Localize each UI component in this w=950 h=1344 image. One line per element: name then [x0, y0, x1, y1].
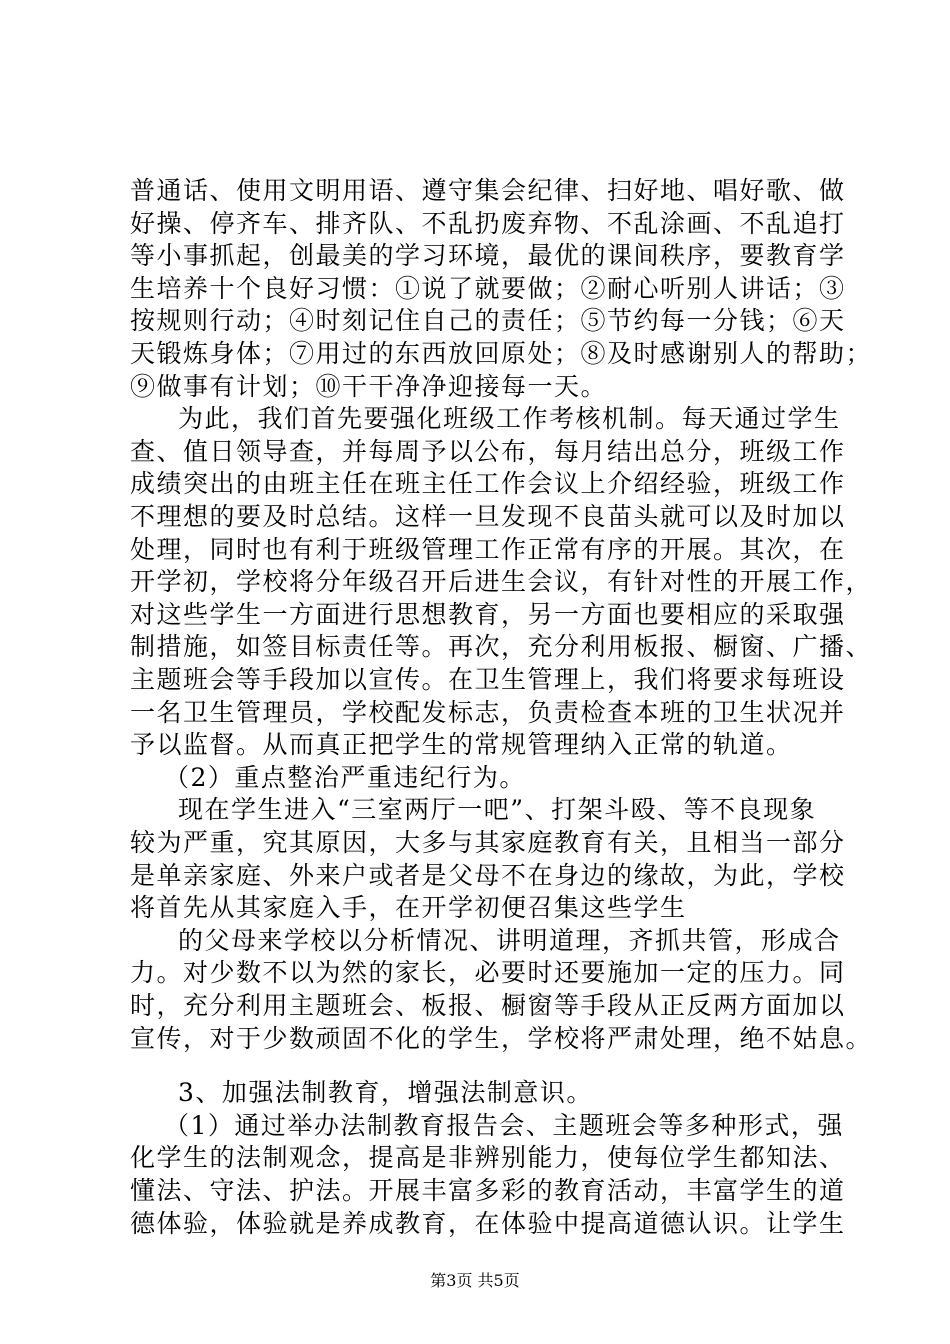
text-line: 较为严重，究其原因，大多与其家庭教育有关，且相当一部分 [130, 828, 846, 857]
text-line: 制措施，如签目标责任等。再次，充分利用板报、橱窗、广播、 [130, 632, 873, 661]
text-line: 成绩突出的由班主任在班主任工作会议上介绍经验，班级工作 [130, 469, 846, 498]
text-line: 是单亲家庭、外来户或者是父母不在身边的缘故，为此，学校 [130, 861, 846, 890]
text-line: 生培养十个良好习惯：①说了就要做；②耐心听别人讲话；③ [130, 274, 846, 303]
text-line: 不理想的要及时总结。这样一旦发现不良苗头就可以及时加以 [130, 502, 846, 531]
text-line: 时，充分利用主题班会、板报、橱窗等手段从正反两方面加以 [130, 991, 846, 1020]
text-line: （1）通过举办法制教育报告会、主题班会等多种形式，强 [164, 1111, 844, 1140]
text-line: 德体验，体验就是养成教育，在体验中提高道德认识。让学生 [130, 1209, 846, 1238]
text-line: 力。对少数不以为然的家长，必要时还要施加一定的压力。同 [130, 958, 846, 987]
text-line: 的父母来学校以分析情况、讲明道理，齐抓共管，形成合 [178, 926, 841, 955]
page-footer: 第3页 共5页 [430, 1271, 520, 1290]
text-line: 普通话、使用文明用语、遵守集会纪律、扫好地、唱好歌、做 [130, 176, 846, 205]
text-line: 对这些学生一方面进行思想教育，另一方面也要相应的采取强 [130, 600, 846, 629]
section-heading: （2）重点整治严重违纪行为。 [164, 763, 526, 792]
text-line: 化学生的法制观念，提高是非辨别能力，使每位学生都知法、 [130, 1143, 846, 1172]
text-line: 一名卫生管理员，学校配发标志，负责检查本班的卫生状况并 [130, 698, 846, 727]
text-line: 予以监督。从而真正把学生的常规管理纳入正常的轨道。 [130, 730, 793, 759]
text-line: 等小事抓起，创最美的学习环境，最优的课间秩序，要教育学 [130, 241, 846, 270]
text-line: 处理，同时也有利于班级管理工作正常有序的开展。其次，在 [130, 535, 846, 564]
text-line: 为此，我们首先要强化班级工作考核机制。每天通过学生 [178, 404, 841, 433]
text-line: 查、值日领导查，并每周予以公布，每月结出总分，班级工作 [130, 437, 846, 466]
section-heading: 3、加强法制教育，增强法制意识。 [178, 1078, 593, 1107]
text-line: 好操、停齐车、排齐队、不乱扔废弃物、不乱涂画、不乱追打 [130, 209, 846, 238]
text-line: 懂法、守法、护法。开展丰富多彩的教育活动，丰富学生的道 [130, 1176, 846, 1205]
text-line: 按规则行动；④时刻记住自己的责任；⑤节约每一分钱；⑥天 [130, 306, 846, 335]
text-line: 天锻炼身体；⑦用过的东西放回原处；⑧及时感谢别人的帮助； [130, 339, 873, 368]
text-line: 主题班会等手段加以宣传。在卫生管理上，我们将要求每班设 [130, 665, 846, 694]
text-line: 宣传，对于少数顽固不化的学生，学校将严肃处理，绝不姑息。 [130, 1024, 873, 1053]
text-line: 现在学生进入“三室两厅一吧”、打架斗殴、等不良现象 [178, 795, 817, 824]
text-line: 开学初，学校将分年级召开后进生会议，有针对性的开展工作， [130, 567, 873, 596]
text-line: ⑨做事有计划；⑩干干净净迎接每一天。 [130, 372, 608, 401]
text-line: 将首先从其家庭入手，在开学初便召集这些学生 [130, 893, 687, 922]
